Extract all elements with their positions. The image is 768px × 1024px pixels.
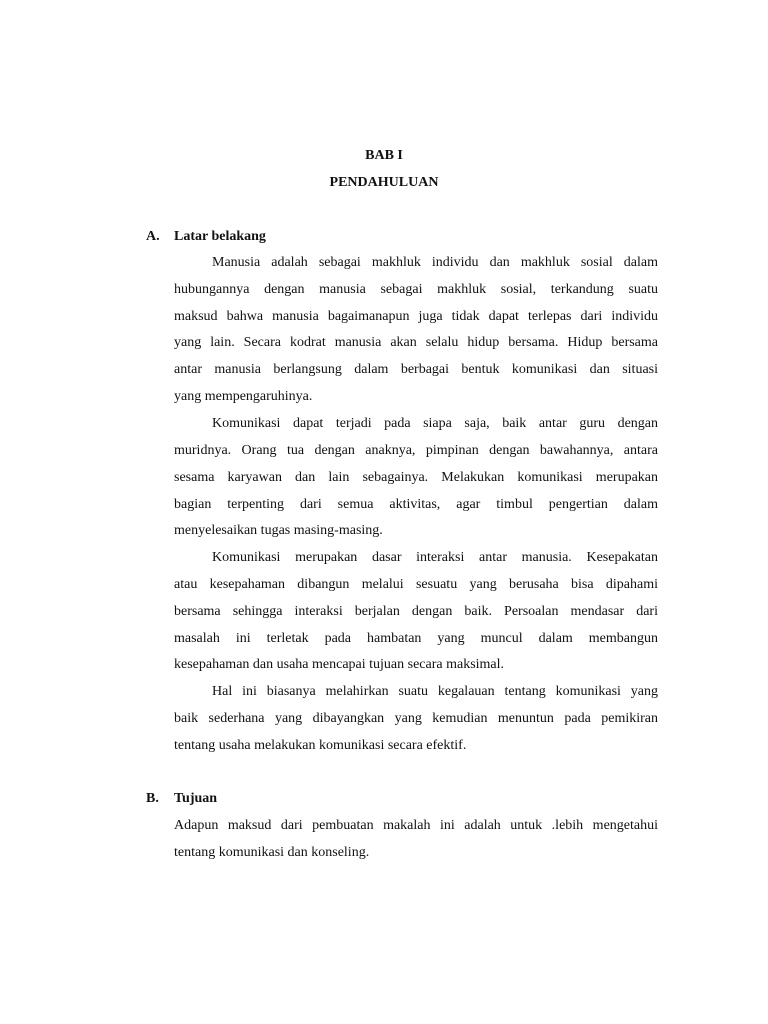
paragraph-line: Komunikasi merupakan dasar interaksi antar manusia. Kesepakatan (212, 550, 658, 565)
section-b-heading (146, 790, 666, 808)
paragraph-line: tentang komunikasi dan konseling. (174, 845, 370, 860)
paragraph-line: menyelesaikan tugas masing-masing. (174, 523, 383, 538)
paragraph-line: kesepahaman dan usaha mencapai tujuan secara maksimal. (174, 657, 505, 672)
paragraph-line: yang lain. Secara kodrat manusia akan selalu hidup bersama. Hidup bersama (174, 335, 658, 350)
section-a-title: Latar belakang (174, 229, 266, 244)
paragraph-line: antar manusia berlangsung dalam berbagai bentuk komunikasi dan situasi (174, 362, 658, 377)
paragraph-line: maksud bahwa manusia bagaimanapun juga tidak dapat terlepas dari individu (174, 309, 658, 324)
paragraph-line: bersama sehingga interaksi berjalan dengan baik. Persoalan mendasar dari (174, 604, 658, 619)
section-b-title: Tujuan (174, 791, 218, 806)
paragraph-line: baik sederhana yang dibayangkan yang kemudian menuntun pada pemikiran (174, 711, 658, 726)
paragraph-line: masalah ini terletak pada hambatan yang muncul dalam membangun (174, 631, 658, 646)
paragraph-line: Adapun maksud dari pembuatan makalah ini adalah untuk .lebih mengetahui (174, 818, 658, 833)
paragraph-line: sesama karyawan dan lain sebagainya. Melakukan komunikasi merupakan (174, 470, 658, 485)
paragraph-line: atau kesepahaman dibangun melalui sesuatu yang berusaha bisa dipahami (174, 577, 658, 592)
section-b-letter: B. (146, 791, 159, 806)
paragraph-line: yang mempengaruhinya. (174, 389, 313, 404)
paragraph-line: Hal ini biasanya melahirkan suatu kegalauan tentang komunikasi yang (212, 684, 658, 699)
paragraph-line: Manusia adalah sebagai makhluk individu dan makhluk sosial dalam (212, 255, 658, 270)
paragraph-line: hubungannya dengan manusia sebagai makhluk sosial, terkandung suatu (174, 282, 658, 297)
chapter-title: PENDAHULUAN (329, 175, 439, 190)
section-a-heading (146, 228, 666, 246)
paragraph-line: Komunikasi dapat terjadi pada siapa saja, baik antar guru dengan (212, 416, 658, 431)
paragraph-line: tentang usaha melakukan komunikasi secara efektif. (174, 738, 467, 753)
paragraph-line: muridnya. Orang tua dengan anaknya, pimpinan dengan bawahannya, antara (174, 443, 658, 458)
section-a-letter: A. (146, 229, 160, 244)
paragraph-line: bagian terpenting dari semua aktivitas, agar timbul pengertian dalam (174, 497, 658, 512)
chapter-number: BAB I (365, 148, 403, 163)
